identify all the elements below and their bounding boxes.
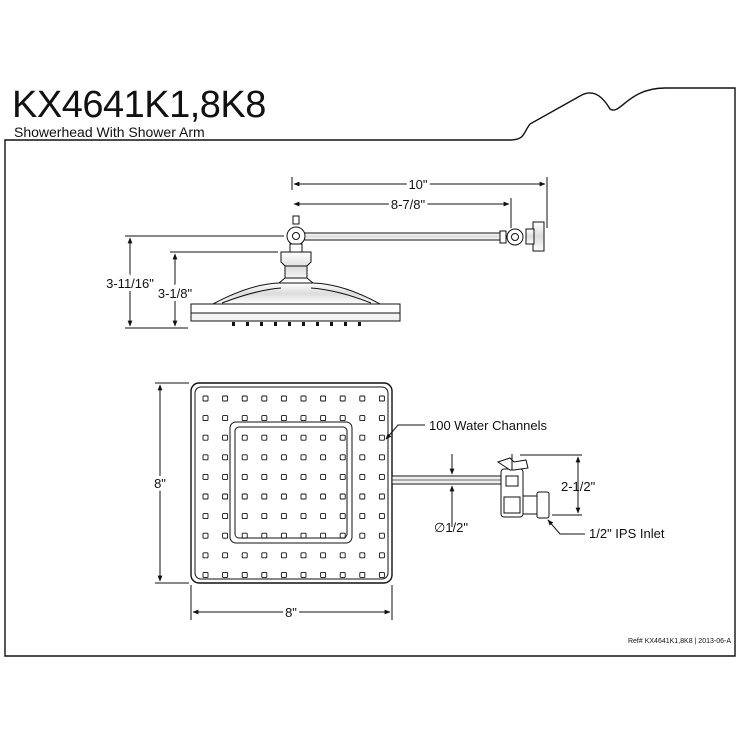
- showerhead-faceplate: [191, 304, 400, 313]
- product-description: Showerhead With Shower Arm: [14, 124, 205, 140]
- dimension-label-depth: 8": [154, 476, 166, 491]
- channels-callout: 100 Water Channels: [429, 418, 548, 433]
- dimension-label-offset: 2-1/2": [561, 479, 596, 494]
- dimension-label-overall: 10": [408, 177, 428, 192]
- cross-handle: [498, 458, 528, 470]
- nozzle-tip: [358, 322, 361, 326]
- dimension-label-width: 8": [285, 605, 297, 620]
- nozzle-tip: [274, 322, 277, 326]
- dimension-label-total-height: 3-11/16": [106, 276, 154, 291]
- ball-joint: [287, 227, 305, 245]
- inlet-leader: [548, 520, 585, 534]
- ips-inlet-connector: [523, 496, 537, 514]
- showerhead-dome: [213, 283, 380, 304]
- dimension-label-arm: 8-7/8": [390, 197, 426, 212]
- nozzle-tip: [232, 322, 235, 326]
- inlet-callout: 1/2" IPS Inlet: [589, 526, 665, 541]
- nozzle-tip: [288, 322, 291, 326]
- side-view: [125, 177, 547, 328]
- nozzle-tip: [260, 322, 263, 326]
- nozzle-tip: [344, 322, 347, 326]
- nozzle-tip: [302, 322, 305, 326]
- model-number: KX4641K1,8K8: [12, 84, 266, 126]
- dimension-label-arm-diameter: ∅1/2": [434, 520, 469, 535]
- dimension-label-head-height: 3-1/8": [157, 286, 193, 301]
- nozzle-row: [232, 322, 361, 326]
- nozzle-tip: [330, 322, 333, 326]
- wall-flange: [533, 222, 544, 251]
- nozzle-tip: [246, 322, 249, 326]
- reference-number: Ref# KX4641K1,8K8 | 2013-06-A: [627, 638, 731, 645]
- nozzle-tip: [316, 322, 319, 326]
- shower-arm: [297, 233, 505, 240]
- arm-swivel-joint: [507, 229, 523, 245]
